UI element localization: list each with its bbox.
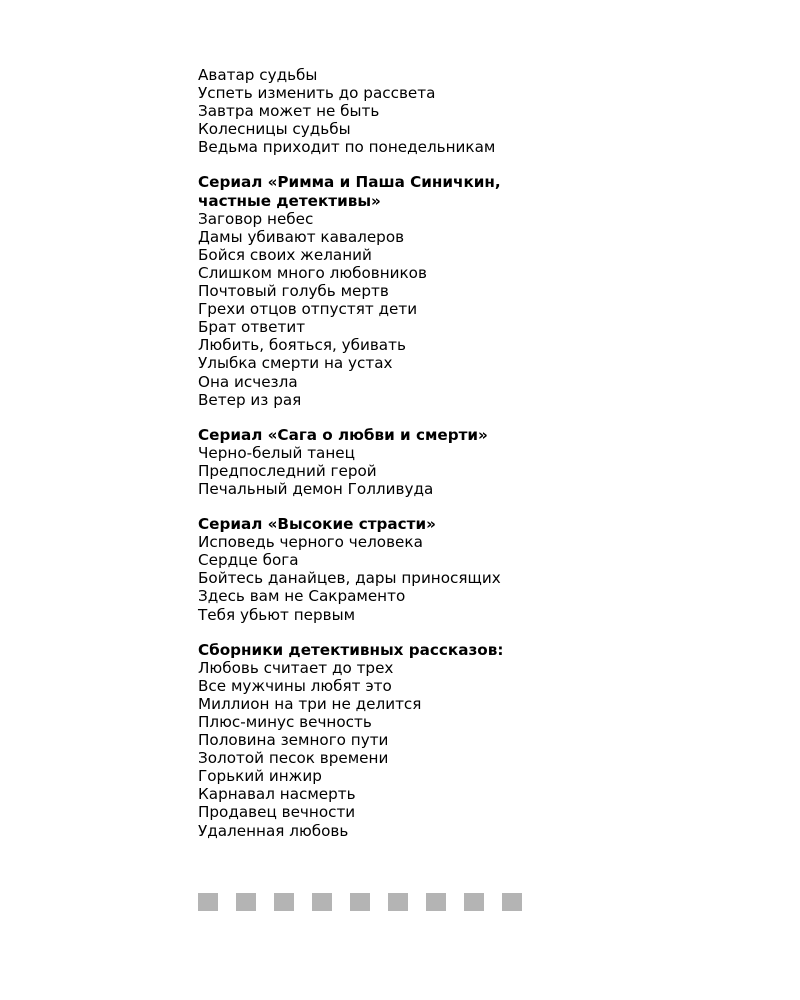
- book-title: Улыбка смерти на устах: [198, 354, 393, 373]
- book-title: Здесь вам не Сакраменто: [198, 587, 406, 606]
- book-section-short-stories: [198, 641, 758, 840]
- book-list-page: [198, 66, 758, 857]
- decorative-square: [274, 893, 294, 911]
- series-heading-line: частные детективы»: [198, 191, 381, 210]
- book-title: Брат ответит: [198, 318, 306, 337]
- book-title: Предпоследний герой: [198, 461, 377, 480]
- book-title: Успеть изменить до рассвета: [198, 84, 436, 103]
- decorative-square: [426, 893, 446, 911]
- book-title: Бойся своих желаний: [198, 245, 372, 264]
- decorative-square: [350, 893, 370, 911]
- decorative-square: [388, 893, 408, 911]
- decorative-square-row: [198, 893, 522, 911]
- book-title: Продавец вечности: [198, 803, 356, 822]
- book-title: Ведьма приходит по понедельникам: [198, 138, 496, 157]
- book-title: Колесницы судьбы: [198, 120, 351, 139]
- decorative-square: [464, 893, 484, 911]
- decorative-square: [312, 893, 332, 911]
- book-title: Она исчезла: [198, 372, 298, 391]
- decorative-square: [236, 893, 256, 911]
- decorative-square: [198, 893, 218, 911]
- book-title: Любовь считает до трех: [198, 658, 394, 677]
- book-title: Ветер из рая: [198, 390, 302, 409]
- book-title: Аватар судьбы: [198, 66, 318, 84]
- book-title: Золотой песок времени: [198, 749, 389, 768]
- decorative-square: [502, 893, 522, 911]
- series-heading-line: Сериал «Римма и Паша Синичкин,: [198, 173, 501, 192]
- book-title: Завтра может не быть: [198, 102, 380, 121]
- book-title: Черно-белый танец: [198, 443, 355, 462]
- book-title: Грехи отцов отпустят дети: [198, 300, 418, 319]
- book-section-rimma-pasha: [198, 173, 758, 408]
- book-title: Сердце бога: [198, 551, 299, 570]
- series-heading: Сериал «Высокие страсти»: [198, 515, 436, 534]
- book-title: Почтовый голубь мертв: [198, 282, 389, 301]
- book-title: Удаленная любовь: [198, 821, 349, 840]
- book-title: Дамы убивают кавалеров: [198, 227, 405, 246]
- book-title: Тебя убьют первым: [198, 605, 356, 624]
- book-title: Заговор небес: [198, 209, 314, 228]
- series-heading: Сериал «Сага о любви и смерти»: [198, 425, 488, 444]
- book-title: Горький инжир: [198, 767, 322, 786]
- book-title: Бойтесь данайцев, дары приносящих: [198, 569, 501, 588]
- series-heading: Сборники детективных рассказов:: [198, 640, 504, 659]
- book-title: Слишком много любовников: [198, 263, 427, 282]
- book-section-saga: [198, 426, 758, 498]
- book-title: Карнавал насмерть: [198, 785, 356, 804]
- book-title: Все мужчины любят это: [198, 676, 392, 695]
- book-section-high-passions: [198, 515, 758, 624]
- book-title: Половина земного пути: [198, 731, 389, 750]
- book-title: Исповедь черного человека: [198, 533, 423, 552]
- book-title: Миллион на три не делится: [198, 694, 422, 713]
- book-title: Плюс-минус вечность: [198, 713, 372, 731]
- book-section-continued: [198, 66, 758, 156]
- book-title: Любить, бояться, убивать: [198, 336, 406, 355]
- book-title: Печальный демон Голливуда: [198, 479, 434, 498]
